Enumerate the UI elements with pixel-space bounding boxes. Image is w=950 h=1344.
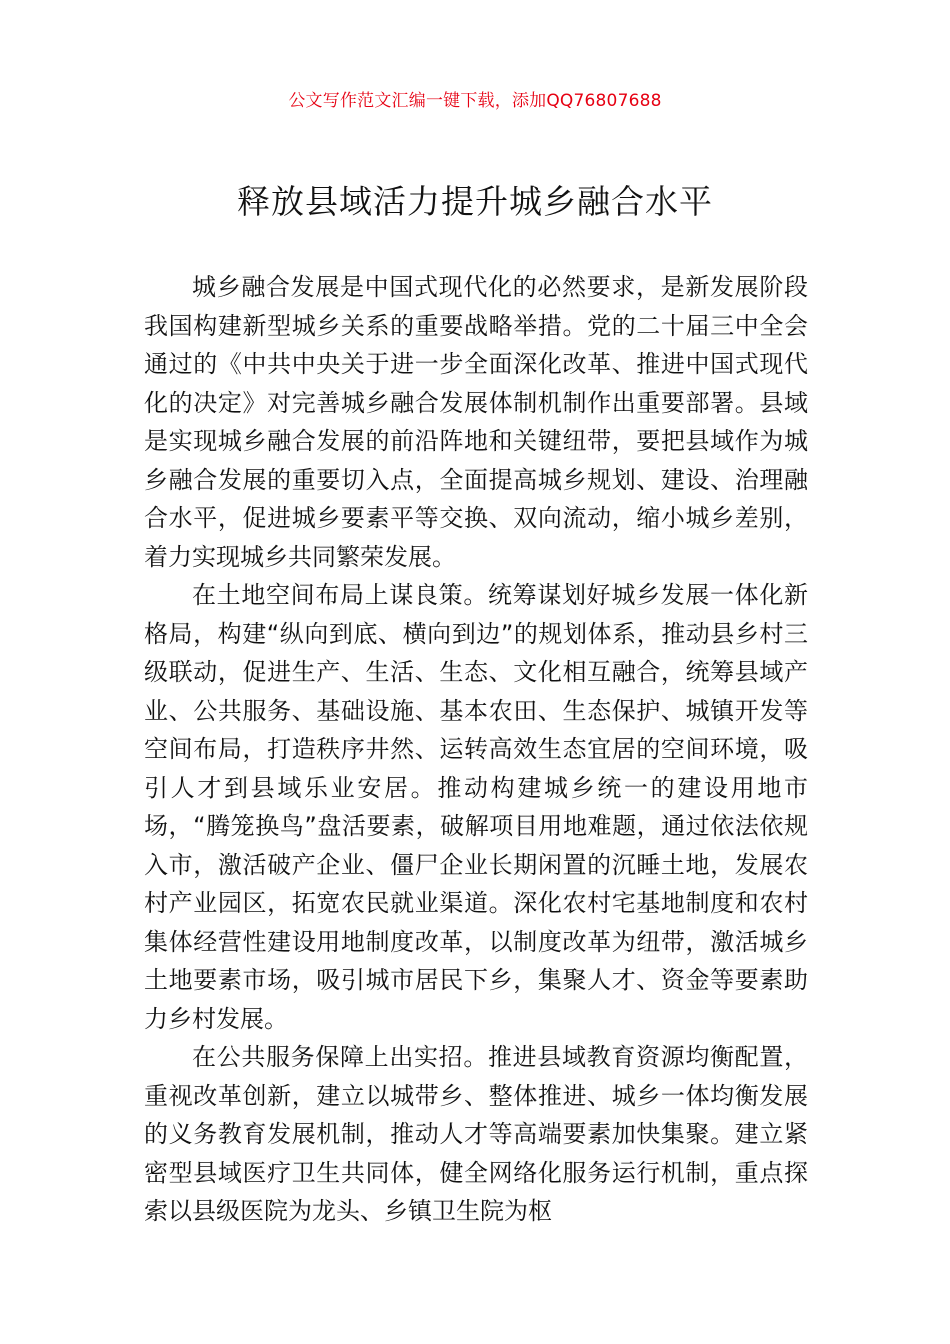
document-title: 释放县域活力提升城乡融合水平 bbox=[237, 182, 713, 221]
document-body bbox=[144, 268, 808, 1231]
paragraph-land-space: 在土地空间布局上谋良策。统筹谋划好城乡发展一体化新格局，构建“纵向到底、横向到边”的规划体系，推动县乡村三级联动，促进生产、生活、生态、文化相互融合，统筹县域产业、公共服务、基础设施、基本农田、生态保护、城镇开发等空间布局，打造秩序井然、运转高效生态宜居的空间环境，吸引人才到县域乐业安居。推动构建城乡统一的建设用地市场，“腾笼换鸟”盘活要素，破解项目用地难题，通过依法依规入市，激活破产企业、僵尸企业长期闲置的沉睡土地，发展农村产业园区，拓宽农民就业渠道。深化农村宅基地制度和农村集体经营性建设用地制度改革，以制度改革为纽带，激活城乡土地要素市场，吸引城市居民下乡，集聚人才、资金等要素助力乡村发展。 bbox=[144, 581, 808, 1033]
download-notice: 公文写作范文汇编一键下载，添加QQ76807688 bbox=[288, 91, 662, 111]
paragraph-public-service: 在公共服务保障上出实招。推进县域教育资源均衡配置，重视改革创新，建立以城带乡、整体推进、城乡一体均衡发展的义务教育发展机制，推动人才等高端要素加快集聚。建立紧密型县域医疗卫生共同体，健全网络化服务运行机制，重点探索以县级医院为龙头、乡镇卫生院为枢 bbox=[144, 1043, 808, 1225]
paragraph-intro: 城乡融合发展是中国式现代化的必然要求，是新发展阶段我国构建新型城乡关系的重要战略举措。党的二十届三中全会通过的《中共中央关于进一步全面深化改革、推进中国式现代化的决定》对完善城乡融合发展体制机制作出重要部署。县域是实现城乡融合发展的前沿阵地和关键纽带，要把县域作为城乡融合发展的重要切入点，全面提高城乡规划、建设、治理融合水平，促进城乡要素平等交换、双向流动，缩小城乡差别，着力实现城乡共同繁荣发展。 bbox=[144, 273, 808, 571]
